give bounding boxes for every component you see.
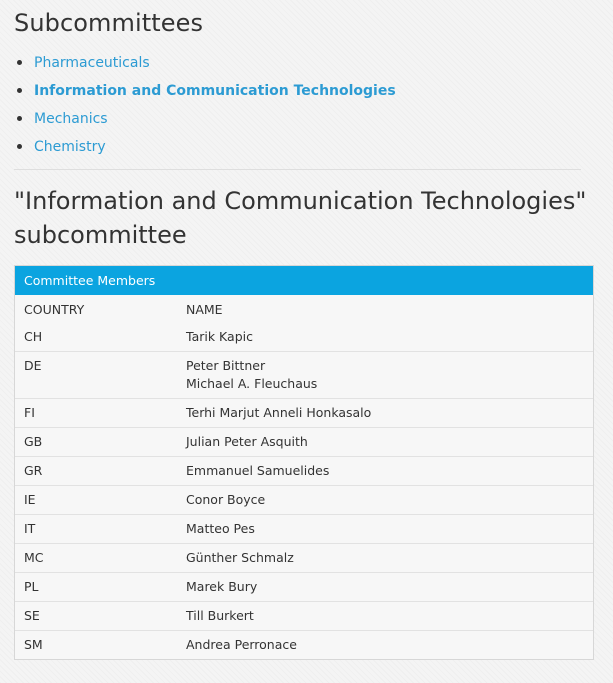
member-name: Tarik Kapic <box>186 329 253 344</box>
table-row <box>15 428 593 457</box>
name-cell <box>186 544 593 573</box>
country-cell: CH <box>24 329 43 344</box>
member-name: Matteo Pes <box>186 521 255 536</box>
member-name: Günther Schmalz <box>186 550 294 565</box>
table-row <box>15 323 593 352</box>
member-name: Julian Peter Asquith <box>186 434 308 449</box>
member-name: Peter Bittner <box>186 358 266 373</box>
subcommittee-item-ict <box>14 77 599 105</box>
country-cell: GR <box>24 463 43 478</box>
member-name: Emmanuel Samuelides <box>186 463 330 478</box>
name-cell <box>186 428 593 457</box>
subcommittee-link-pharmaceuticals[interactable]: Pharmaceuticals <box>34 55 150 71</box>
subcommittee-item-pharmaceuticals <box>14 49 599 77</box>
members-table <box>15 295 593 659</box>
name-cell <box>186 631 593 660</box>
country-cell: DE <box>24 358 42 373</box>
member-name: Michael A. Fleuchaus <box>186 376 318 391</box>
member-name: Terhi Marjut Anneli Honkasalo <box>186 405 372 420</box>
country-cell: SM <box>24 637 43 652</box>
name-cell <box>186 573 593 602</box>
page-title: Subcommittees <box>14 9 204 37</box>
table-row <box>15 486 593 515</box>
member-name: Marek Bury <box>186 579 258 594</box>
name-cell <box>186 399 593 428</box>
subcommittee-item-chemistry <box>14 133 599 161</box>
member-name: Conor Boyce <box>186 492 266 507</box>
name-cell <box>186 352 593 399</box>
bullet-icon <box>17 88 22 93</box>
column-header-country: COUNTRY <box>24 302 85 317</box>
country-cell: IE <box>24 492 36 507</box>
country-cell: MC <box>24 550 44 565</box>
subcommittee-link-ict[interactable]: Information and Communication Technologies <box>34 83 396 99</box>
table-row <box>15 602 593 631</box>
committee-members-panel <box>14 265 594 660</box>
member-name: Till Burkert <box>186 608 254 623</box>
section-title: "Information and Communication Technologies" subcommittee <box>14 187 587 249</box>
name-cell <box>186 457 593 486</box>
table-row <box>15 515 593 544</box>
table-row <box>15 631 593 660</box>
table-header-row <box>15 295 593 323</box>
member-name: Andrea Perronace <box>186 637 297 652</box>
bullet-icon <box>17 60 22 65</box>
table-row <box>15 544 593 573</box>
subcommittee-link-mechanics[interactable]: Mechanics <box>34 111 108 127</box>
subcommittee-list <box>14 49 599 161</box>
country-cell: FI <box>24 405 35 420</box>
subcommittee-link-chemistry[interactable]: Chemistry <box>34 139 106 155</box>
name-cell <box>186 515 593 544</box>
panel-heading: Committee Members <box>15 266 593 295</box>
name-cell <box>186 323 593 352</box>
country-cell: PL <box>24 579 39 594</box>
country-cell: IT <box>24 521 36 536</box>
subcommittee-item-mechanics <box>14 105 599 133</box>
divider <box>14 169 581 170</box>
table-row <box>15 573 593 602</box>
table-row <box>15 352 593 399</box>
table-row <box>15 399 593 428</box>
bullet-icon <box>17 144 22 149</box>
column-header-name: NAME <box>186 302 223 317</box>
country-cell: SE <box>24 608 40 623</box>
name-cell <box>186 486 593 515</box>
name-cell <box>186 602 593 631</box>
bullet-icon <box>17 116 22 121</box>
table-row <box>15 457 593 486</box>
country-cell: GB <box>24 434 43 449</box>
